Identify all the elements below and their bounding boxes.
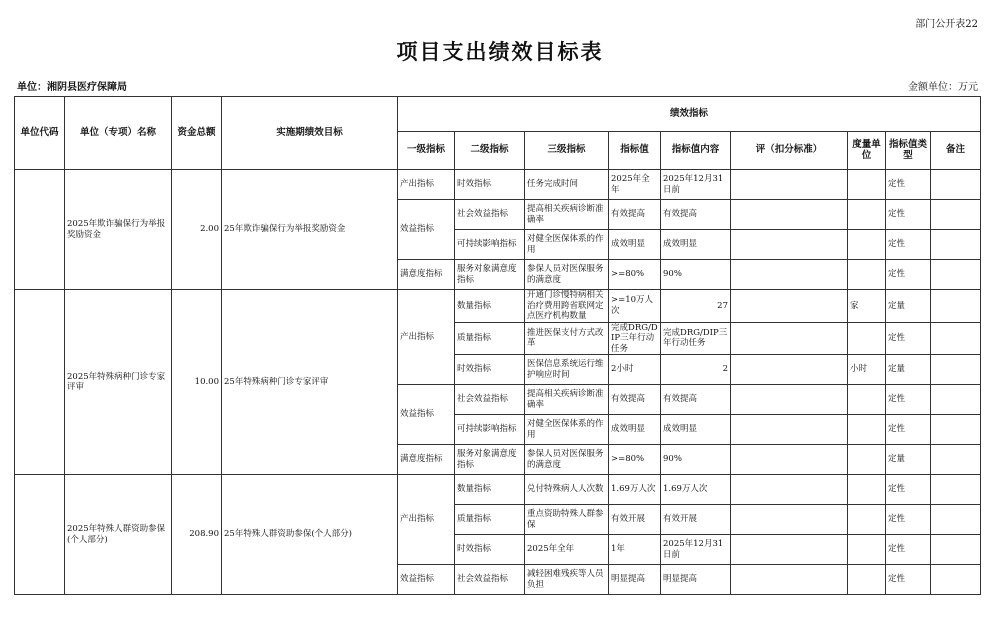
evaluation-cell	[731, 505, 848, 535]
header-measure-unit: 度量单位	[848, 132, 886, 170]
value-content-cell: 有效提高	[661, 385, 731, 415]
measure-unit-cell	[848, 200, 886, 230]
evaluation-cell	[731, 475, 848, 505]
measure-unit-cell	[848, 445, 886, 475]
value-cell: >=80%	[609, 445, 661, 475]
value-cell: >=80%	[609, 260, 661, 290]
value-type-cell: 定性	[886, 322, 931, 355]
value-content-cell: 成效明显	[661, 415, 731, 445]
value-type-cell: 定性	[886, 565, 931, 595]
level3-cell: 重点资助特殊人群参保	[525, 505, 609, 535]
level3-cell: 兑付特殊病人人次数	[525, 475, 609, 505]
header-evaluation: 评（扣分标准）	[731, 132, 848, 170]
level3-cell: 减轻困难残疾等人员负担	[525, 565, 609, 595]
measure-unit-cell	[848, 385, 886, 415]
evaluation-cell	[731, 322, 848, 355]
value-content-cell: 2025年12月31日前	[661, 170, 731, 200]
remark-cell	[931, 565, 981, 595]
evaluation-cell	[731, 445, 848, 475]
value-type-cell: 定性	[886, 385, 931, 415]
evaluation-cell	[731, 200, 848, 230]
amount-cell: 10.00	[172, 290, 222, 475]
measure-unit-cell	[848, 475, 886, 505]
value-cell: 2025年全年	[609, 170, 661, 200]
value-cell: >=10万人次	[609, 290, 661, 323]
remark-cell	[931, 385, 981, 415]
header-goal: 实施期绩效目标	[222, 97, 398, 170]
measure-unit-cell: 小时	[848, 355, 886, 385]
unit-code-cell	[15, 290, 65, 475]
value-cell: 1年	[609, 535, 661, 565]
level2-cell: 质量指标	[455, 322, 525, 355]
level1-cell: 效益指标	[398, 565, 455, 595]
header-level3: 三级指标	[525, 132, 609, 170]
value-type-cell: 定性	[886, 260, 931, 290]
measure-unit-cell	[848, 260, 886, 290]
level3-cell: 医保信息系统运行维护响应时间	[525, 355, 609, 385]
level1-cell: 产出指标	[398, 475, 455, 565]
level3-cell: 推进医保支付方式改革	[525, 322, 609, 355]
remark-cell	[931, 170, 981, 200]
header-indicators: 绩效指标	[398, 97, 981, 132]
measure-unit-cell	[848, 535, 886, 565]
value-content-cell: 2	[661, 355, 731, 385]
level1-cell: 满意度指标	[398, 260, 455, 290]
evaluation-cell	[731, 565, 848, 595]
level2-cell: 质量指标	[455, 505, 525, 535]
evaluation-cell	[731, 355, 848, 385]
remark-cell	[931, 322, 981, 355]
value-cell: 成效明显	[609, 415, 661, 445]
value-cell: 成效明显	[609, 230, 661, 260]
goal-cell: 25年特殊病种门诊专家评审	[222, 290, 398, 475]
value-type-cell: 定性	[886, 475, 931, 505]
remark-cell	[931, 230, 981, 260]
value-cell: 完成DRG/DIP三年行动任务	[609, 322, 661, 355]
level3-cell: 提高相关疾病诊断准确率	[525, 200, 609, 230]
level2-cell: 时效指标	[455, 355, 525, 385]
project-name-cell: 2025年欺诈骗保行为举报奖励资金	[65, 170, 172, 290]
value-type-cell: 定量	[886, 290, 931, 323]
measure-unit-cell	[848, 170, 886, 200]
table-row	[15, 475, 981, 505]
value-cell: 1.69万人次	[609, 475, 661, 505]
value-content-cell: 完成DRG/DIP三年行动任务	[661, 322, 731, 355]
value-content-cell: 2025年12月31日前	[661, 535, 731, 565]
level2-cell: 社会效益指标	[455, 200, 525, 230]
header-value: 指标值	[609, 132, 661, 170]
goal-cell: 25年特殊人群资助参保(个人部分)	[222, 475, 398, 595]
measure-unit-cell: 家	[848, 290, 886, 323]
level2-cell: 社会效益指标	[455, 565, 525, 595]
header-level2: 二级指标	[455, 132, 525, 170]
level2-cell: 数量指标	[455, 475, 525, 505]
performance-table	[14, 96, 981, 595]
unit-code-cell	[15, 170, 65, 290]
level2-cell: 时效指标	[455, 170, 525, 200]
value-type-cell: 定性	[886, 505, 931, 535]
amount-cell: 208.90	[172, 475, 222, 595]
value-content-cell: 明显提高	[661, 565, 731, 595]
project-name-cell: 2025年特殊病种门诊专家评审	[65, 290, 172, 475]
evaluation-cell	[731, 170, 848, 200]
value-type-cell: 定量	[886, 355, 931, 385]
measure-unit-cell	[848, 415, 886, 445]
header-value-type: 指标值类型	[886, 132, 931, 170]
evaluation-cell	[731, 290, 848, 323]
value-content-cell: 成效明显	[661, 230, 731, 260]
measure-unit-cell	[848, 230, 886, 260]
remark-cell	[931, 200, 981, 230]
value-type-cell: 定量	[886, 445, 931, 475]
level3-cell: 任务完成时间	[525, 170, 609, 200]
level3-cell: 提高相关疾病诊断准确率	[525, 385, 609, 415]
evaluation-cell	[731, 385, 848, 415]
remark-cell	[931, 415, 981, 445]
level3-cell: 参保人员对医保服务的满意度	[525, 260, 609, 290]
level1-cell: 产出指标	[398, 170, 455, 200]
remark-cell	[931, 445, 981, 475]
level2-cell: 时效指标	[455, 535, 525, 565]
table-code: 部门公开表22	[915, 19, 978, 30]
level2-cell: 服务对象满意度指标	[455, 445, 525, 475]
value-content-cell: 90%	[661, 445, 731, 475]
money-unit-label: 金额单位：万元	[908, 82, 978, 93]
header-unit-code: 单位代码	[15, 97, 65, 170]
remark-cell	[931, 355, 981, 385]
value-type-cell: 定性	[886, 535, 931, 565]
level3-cell: 对健全医保体系的作用	[525, 415, 609, 445]
measure-unit-cell	[848, 505, 886, 535]
level1-cell: 满意度指标	[398, 445, 455, 475]
level1-cell: 效益指标	[398, 200, 455, 260]
project-name-cell: 2025年特殊人群资助参保(个人部分)	[65, 475, 172, 595]
evaluation-cell	[731, 230, 848, 260]
level3-cell: 2025年全年	[525, 535, 609, 565]
value-type-cell: 定性	[886, 200, 931, 230]
remark-cell	[931, 505, 981, 535]
evaluation-cell	[731, 415, 848, 445]
evaluation-cell	[731, 260, 848, 290]
value-cell: 明显提高	[609, 565, 661, 595]
remark-cell	[931, 290, 981, 323]
header-level1: 一级指标	[398, 132, 455, 170]
value-cell: 有效提高	[609, 200, 661, 230]
remark-cell	[931, 535, 981, 565]
value-cell: 有效提高	[609, 385, 661, 415]
page-title: 项目支出绩效目标表	[396, 40, 604, 64]
header-value-content: 指标值内容	[661, 132, 731, 170]
unit-code-cell	[15, 475, 65, 595]
level3-cell: 参保人员对医保服务的满意度	[525, 445, 609, 475]
table-row	[15, 170, 981, 200]
header-remark: 备注	[931, 132, 981, 170]
remark-cell	[931, 475, 981, 505]
value-content-cell: 有效开展	[661, 505, 731, 535]
amount-cell: 2.00	[172, 170, 222, 290]
value-type-cell: 定性	[886, 415, 931, 445]
value-content-cell: 27	[661, 290, 731, 323]
level2-cell: 数量指标	[455, 290, 525, 323]
value-type-cell: 定性	[886, 170, 931, 200]
remark-cell	[931, 260, 981, 290]
table-row	[15, 290, 981, 323]
level2-cell: 社会效益指标	[455, 385, 525, 415]
level1-cell: 效益指标	[398, 385, 455, 445]
level2-cell: 可持续影响指标	[455, 230, 525, 260]
value-content-cell: 有效提高	[661, 200, 731, 230]
level3-cell: 开通门诊慢特病相关治疗费用跨省联网定点医疗机构数量	[525, 290, 609, 323]
level2-cell: 服务对象满意度指标	[455, 260, 525, 290]
level1-cell: 产出指标	[398, 290, 455, 385]
measure-unit-cell	[848, 565, 886, 595]
value-type-cell: 定性	[886, 230, 931, 260]
goal-cell: 25年欺诈骗保行为举报奖励资金	[222, 170, 398, 290]
evaluation-cell	[731, 535, 848, 565]
header-project-name: 单位（专项）名称	[65, 97, 172, 170]
measure-unit-cell	[848, 322, 886, 355]
value-content-cell: 1.69万人次	[661, 475, 731, 505]
value-cell: 2小时	[609, 355, 661, 385]
value-cell: 有效开展	[609, 505, 661, 535]
value-content-cell: 90%	[661, 260, 731, 290]
unit-label: 单位：湘阴县医疗保障局	[17, 82, 127, 93]
level2-cell: 可持续影响指标	[455, 415, 525, 445]
level3-cell: 对健全医保体系的作用	[525, 230, 609, 260]
header-total-funds: 资金总额	[172, 97, 222, 170]
